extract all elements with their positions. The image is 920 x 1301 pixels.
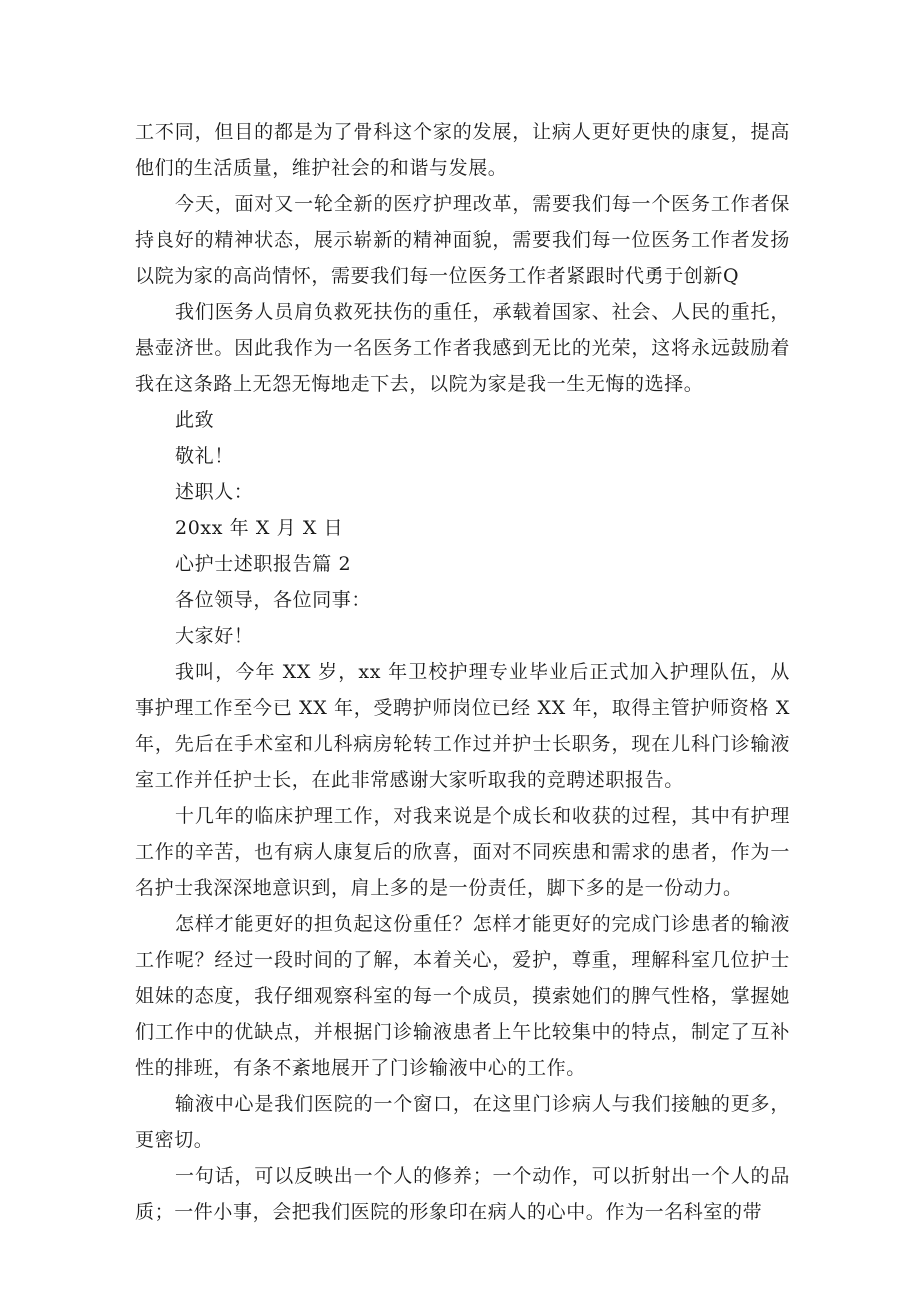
paragraph: 今天，面对又一轮全新的医疗护理改革，需要我们每一个医务工作者保持良好的精神状态，展示崭新的精神面貌，需要我们每一位医务工作者发扬以院为家的高尚情怀，需要我们每一位医务工作者紧跟时代勇于创新Q xyxy=(135,193,790,287)
paragraph: 我们医务人员肩负救死扶伤的重任，承载着国家、社会、人民的重托，悬壶济世。因此我作为一名医务工作者我感到无比的光荣，这将永远鼓励着我在这条路上无怨无悔地走下去，以院为家是我一生无悔的选择。 xyxy=(135,301,790,395)
paragraph: 十几年的临床护理工作，对我来说是个成长和收获的过程，其中有护理工作的辛苦，也有病人康复后的欣喜，面对不同疾患和需求的患者，作为一名护士我深深地意识到，肩上多的是一份责任，脚下多的是一份动力。 xyxy=(135,805,790,899)
greeting-audience: 各位领导，各位同事： xyxy=(175,589,372,611)
date-line: 20xx 年 X 月 X 日 xyxy=(175,517,344,539)
paragraph: 输液中心是我们医院的一个窗口，在这里门诊病人与我们接触的更多，更密切。 xyxy=(135,1093,790,1151)
paragraph: 怎样才能更好的担负起这份重任？怎样才能更好的完成门诊患者的输液工作呢？经过一段时间的了解，本着关心，爱护，尊重，理解科室几位护士姐妹的态度，我仔细观察科室的每一个成员，摸索她们的脾气性格，掌握她们工作中的优缺点，并根据门诊输液患者上午比较集中的特点，制定了互补性的排班，有条不紊地展开了门诊输液中心的工作。 xyxy=(135,913,790,1079)
paragraph: 工不同，但目的都是为了骨科这个家的发展，让病人更好更快的康复，提高他们的生活质量，维护社会的和谐与发展。 xyxy=(135,121,790,179)
document-body xyxy=(135,114,790,1230)
signature-label: 述职人： xyxy=(175,481,254,503)
paragraph: 一句话，可以反映出一个人的修养；一个动作，可以折射出一个人的品质；一件小事，会把我们医院的形象印在病人的心中。作为一名科室的带 xyxy=(135,1165,790,1223)
closing-salutation: 此致 xyxy=(175,409,215,431)
greeting: 大家好！ xyxy=(175,625,254,647)
closing-respect: 敬礼！ xyxy=(175,445,234,467)
section-title: 心护士述职报告篇 2 xyxy=(175,553,352,575)
paragraph: 我叫，今年 XX 岁，xx 年卫校护理专业毕业后正式加入护理队伍，从事护理工作至今已 XX 年，受聘护师岗位已经 XX 年，取得主管护师资格 X 年，先后在手术室和儿科病房轮转工作过并护士长职务，现在儿科门诊输液室工作并任护士长，在此非常感谢大家听取我的竞聘述职报告。 xyxy=(135,661,790,791)
